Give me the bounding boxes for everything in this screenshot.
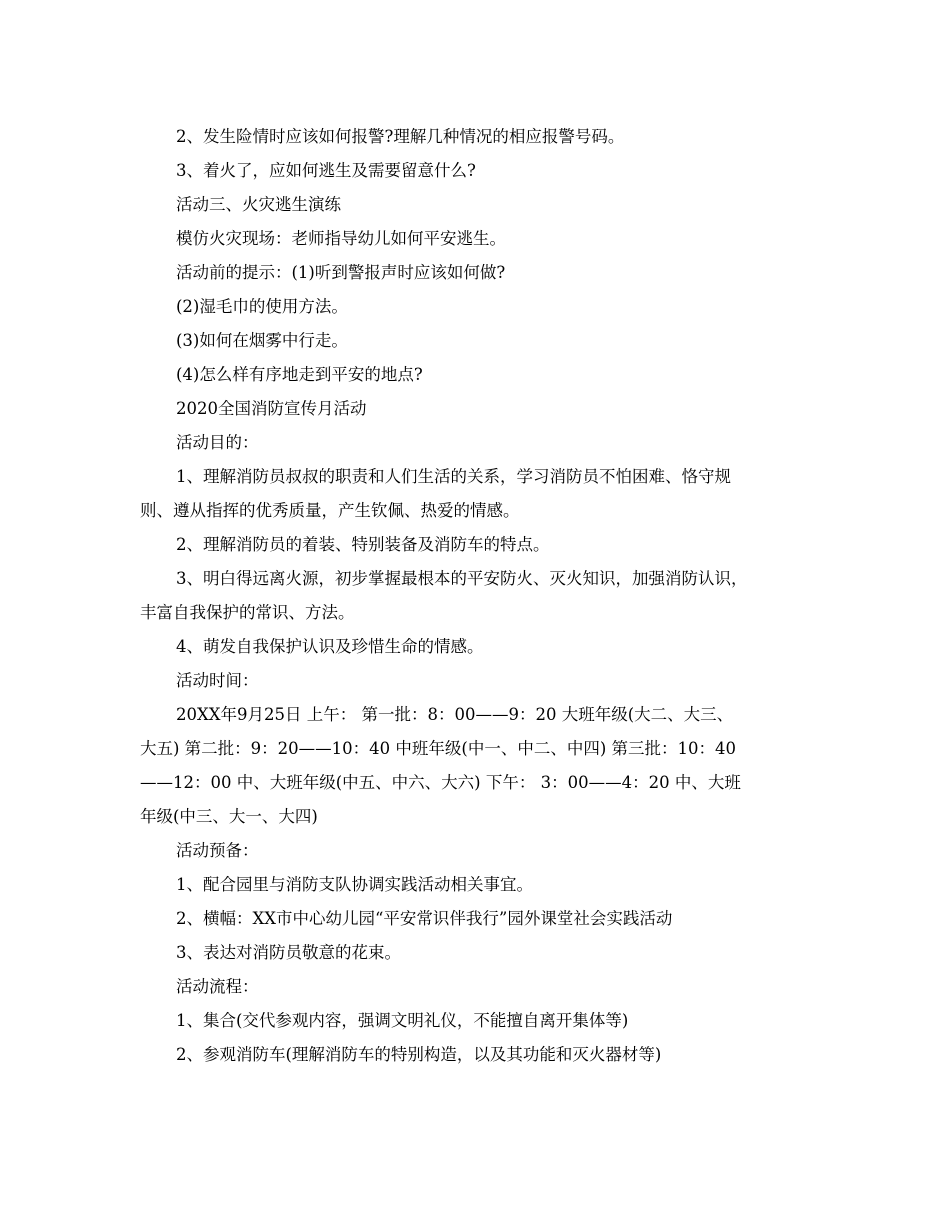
section-heading: 活动目的： [176, 433, 259, 452]
section-heading: 活动时间： [176, 671, 259, 690]
paragraph-line: 则、遵从指挥的优秀质量，产生钦佩、热爱的情感。 [140, 501, 520, 520]
paragraph-line: 丰富自我保护的常识、方法。 [140, 603, 355, 622]
paragraph-line: 4、萌发自我保护认识及珍惜生命的情感。 [176, 637, 484, 656]
paragraph-line: (3)如何在烟雾中行走。 [176, 331, 348, 350]
paragraph-line: (2)湿毛巾的使用方法。 [176, 297, 348, 316]
document-body [140, 120, 820, 1072]
paragraph-line: ——12：00 中、大班年级(中五、中六、大六) 下午： 3：00——4：20 中、大班 [140, 773, 741, 792]
paragraph-line: 模仿火灾现场：老师指导幼儿如何平安逃生。 [176, 229, 506, 248]
section-heading: 活动三、火灾逃生演练 [176, 195, 341, 214]
paragraph-line: 3、明白得远离火源，初步掌握最根本的平安防火、灭火知识，加强消防认识， [176, 569, 748, 588]
section-heading: 活动预备： [176, 841, 259, 860]
paragraph-line: 活动前的提示：(1)听到警报声时应该如何做? [176, 263, 506, 282]
paragraph-line: 1、理解消防员叔叔的职责和人们生活的关系，学习消防员不怕困难、恪守规 [176, 467, 731, 486]
section-heading: 活动流程： [176, 977, 259, 996]
paragraph-line: 大五) 第二批：9：20——10：40 中班年级(中一、中二、中四) 第三批：10：40 [140, 739, 737, 758]
paragraph-line: 2、理解消防员的着装、特别装备及消防车的特点。 [176, 535, 550, 554]
paragraph-line: 年级(中三、大一、大四) [140, 807, 318, 826]
paragraph-line: 3、着火了，应如何逃生及需要留意什么? [176, 161, 476, 180]
paragraph-line: 3、表达对消防员敬意的花束。 [176, 943, 401, 962]
paragraph-line: (4)怎么样有序地走到平安的地点? [176, 365, 423, 384]
paragraph-line: 2、参观消防车(理解消防车的特别构造，以及其功能和灭火器材等) [176, 1045, 662, 1064]
paragraph-line: 1、配合园里与消防支队协调实践活动相关事宜。 [176, 875, 533, 894]
paragraph-line: 2、横幅：XX市中心幼儿园“平安常识伴我行”园外课堂社会实践活动 [176, 909, 673, 928]
paragraph-line: 1、集合(交代参观内容，强调文明礼仪，不能擅自离开集体等) [176, 1011, 629, 1030]
section-heading: 2020全国消防宣传月活动 [176, 399, 367, 418]
paragraph-line: 2、发生险情时应该如何报警?理解几种情况的相应报警号码。 [176, 127, 625, 146]
paragraph-line: 20XX年9月25日 上午： 第一批：8：00——9：20 大班年级(大二、大三、 [176, 705, 734, 724]
